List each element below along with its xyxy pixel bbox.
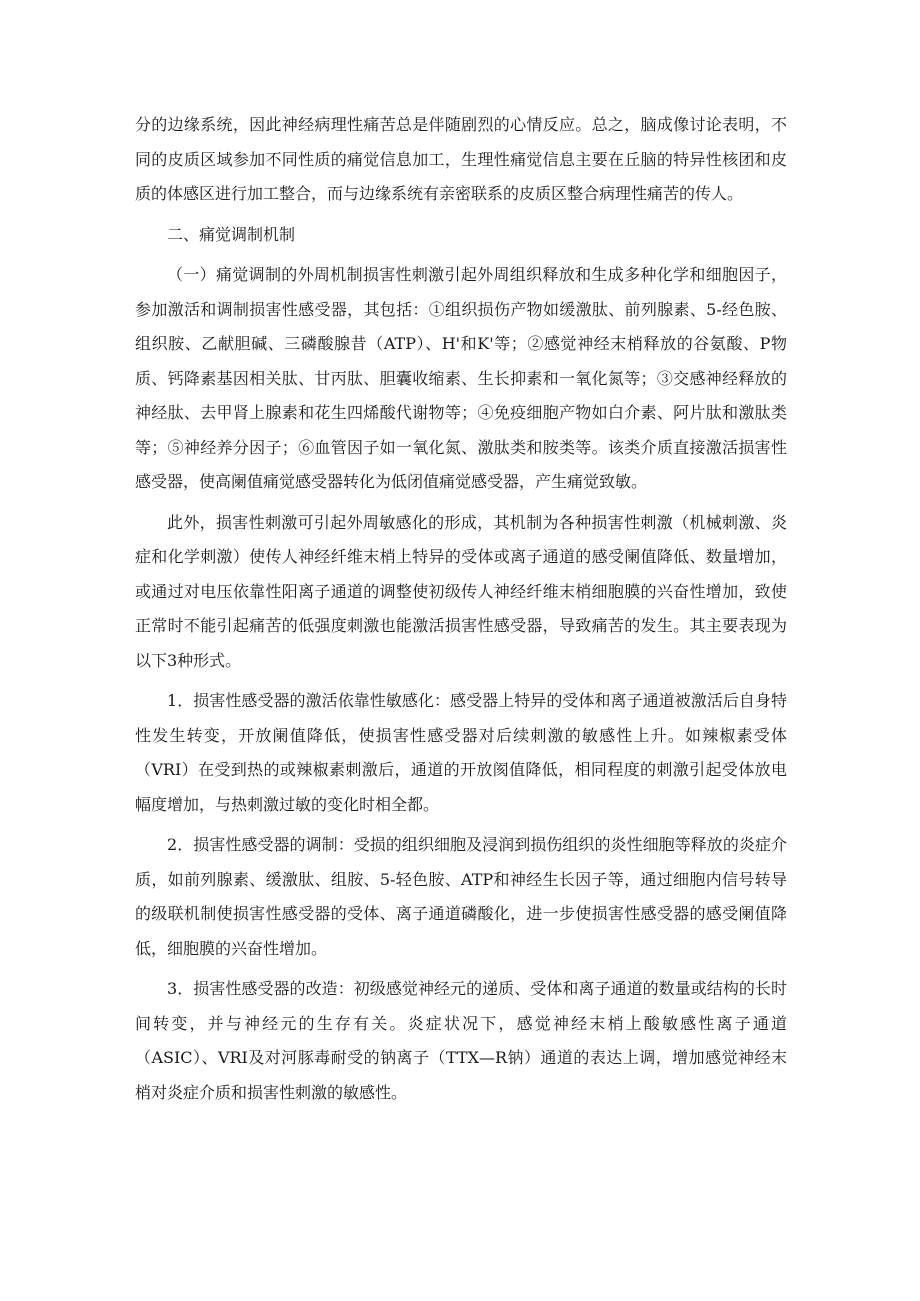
- section-heading-pain-modulation: 二、痛觉调制机制: [167, 224, 296, 244]
- paragraph-item-2: 2．损害性感受器的调制：受损的组织细胞及浸润到损伤组织的炎性细胞等释放的炎症介质，如前列腺素、缓激肽、组胺、5-轻色胺、ATP和神经生长因子等，通过细胞内信号转导的级联机制使损害性感受器的受体、离子通道磷酸化，进一步使损害性感受器的感受阑值降低，细胞膜的兴奋性增加。: [135, 835, 787, 958]
- paragraph-peripheral-sensitization: 此外，损害性刺激可引起外周敏感化的形成，其机制为各种损害性刺激（机械刺激、炎症和化学刺激）使传人神经纤维末梢上特异的受体或离子通道的感受阑值降低、数量增加，或通过对电压依靠性阳离子通道的调整使初级传人神经纤维末梢细胞膜的兴奋性增加，致使正常时不能引起痛苦的低强度刺激也能激活损害性感受器，导致痛苦的发生。其主要表现为以下3种形式。: [135, 512, 787, 670]
- paragraph-peripheral-mechanism: （一）痛觉调制的外周机制损害性刺激引起外周组织释放和生成多种化学和细胞因子，参加激活和调制损害性感受器，其包括：①组织损伤产物如缓激肽、前列腺素、5-经色胺、组织胺、乙献胆碱、三磷酸腺昔（ATP）、H'和K'等；②感觉神经末梢释放的谷氨酸、P物质、钙降素基因相关肽、甘丙肽、胆囊收缩素、生长抑素和一氧化氮等；③交感神经释放的神经肽、去甲肾上腺素和花生四烯酸代谢物等；④免疫细胞产物如白介素、阿片肽和激肽类等；⑤神经养分因子；⑥血管因子如一氧化氮、激肽类和胺类等。该类介质直接激活损害性感受器，使高阑值痛觉感受器转化为低闭值痛觉感受器，产生痛觉致敏。: [135, 265, 787, 491]
- paragraph-item-3: 3．损害性感受器的改造：初级感觉神经元的递质、受体和离子通道的数量或结构的长时间转变，并与神经元的生存有关。炎症状况下，感觉神经末梢上酸敏感性离子通道（ASIC）、VRI及对河豚毒耐受的钠离子（TTX—R钠）通道的表达上调，增加感觉神经末梢对炎症介质和损害性刺激的敏感性。: [135, 979, 787, 1102]
- paragraph-limbic-system: 分的边缘系统，因此神经病理性痛苦总是伴随剧烈的心情反应。总之，脑成像讨论表明，不同的皮质区域参加不同性质的痛觉信息加工，生理性痛觉信息主要在丘脑的特异性核团和皮质的体感区进行加工整合，而与边缘系统有亲密联系的皮质区整合病理性痛苦的传人。: [135, 115, 787, 203]
- paragraph-item-1: 1．损害性感受器的激活依靠性敏感化：感受器上特异的受体和离子通道被激活后自身特性发生转变，开放阑值降低，使损害性感受器对后续刺激的敏感性上升。如辣椒素受体（VRI）在受到热的或辣椒素刺激后，通道的开放阂值降低，相同程度的刺激引起受体放电幅度增加，与热刺激过敏的变化时相全都。: [135, 691, 787, 814]
- document-page: [135, 108, 787, 1110]
